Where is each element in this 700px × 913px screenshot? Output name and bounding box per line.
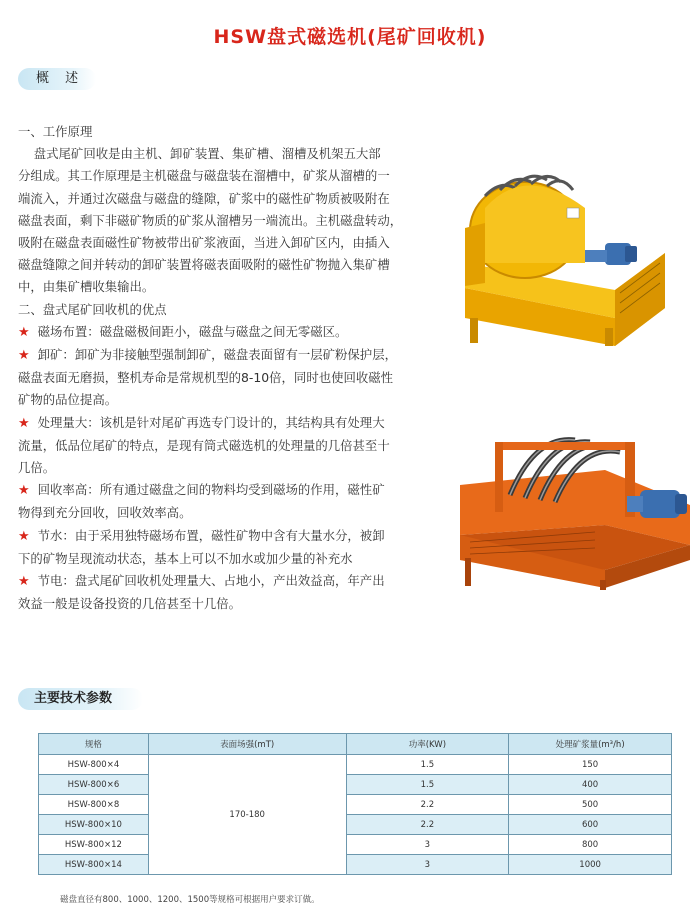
cell-power: 3 — [346, 855, 509, 875]
overview-section-label: 概 述 — [18, 68, 96, 90]
cell-field-strength: 170-180 — [148, 755, 346, 875]
star-icon: ★ — [18, 324, 30, 340]
advantage-item: ★ 节水：由于采用独特磁场布置，磁性矿物中含有大量水分，被卸 — [18, 527, 385, 544]
table-row — [39, 795, 672, 815]
table-footnote: 磁盘直径有800、1000、1200、1500等规格可根据用户要求订做。 — [60, 895, 320, 905]
cell-power: 1.5 — [346, 755, 509, 775]
cell-throughput: 150 — [509, 755, 672, 775]
cell-spec: HSW-800×10 — [39, 815, 149, 835]
principle-line: 中，由集矿槽收集输出。 — [18, 279, 155, 295]
table-header-row — [39, 734, 672, 755]
principle-line: 端流入，并通过次磁盘与磁盘的缝隙，矿浆中的磁性矿物质被吸附在 — [18, 190, 390, 206]
header-throughput: 处理矿浆量(m³/h) — [509, 734, 672, 755]
star-icon: ★ — [18, 348, 30, 364]
orange-magnetic-separator-image — [455, 430, 695, 590]
cell-power: 3 — [346, 835, 509, 855]
table-row — [39, 855, 672, 875]
cell-spec: HSW-800×6 — [39, 775, 149, 795]
cell-throughput: 500 — [509, 795, 672, 815]
table-row — [39, 775, 672, 795]
principle-line: 分组成。其工作原理是主机磁盘与磁盘装在溜槽中，矿浆从溜槽的一 — [18, 168, 390, 184]
principle-line: 磁盘缝隙之间并转动的卸矿装置将磁表面吸附的磁性矿物抛入集矿槽 — [18, 257, 390, 273]
star-icon: ★ — [18, 528, 30, 544]
header-spec: 规格 — [39, 734, 149, 755]
cell-throughput: 600 — [509, 815, 672, 835]
advantage-item: ★ 处理量大：该机是针对尾矿再选专门设计的，其结构具有处理大 — [18, 414, 385, 431]
star-icon: ★ — [18, 574, 30, 590]
advantage-item: ★ 磁场布置：磁盘磁极间距小，磁盘与磁盘之间无零磁区。 — [18, 323, 348, 340]
cell-throughput: 1000 — [509, 855, 672, 875]
advantage-line: 效益一般是设备投资的几倍甚至十几倍。 — [18, 596, 242, 612]
yellow-magnetic-separator-image — [455, 168, 673, 348]
header-power: 功率(KW) — [346, 734, 509, 755]
cell-spec: HSW-800×12 — [39, 835, 149, 855]
star-icon: ★ — [18, 415, 30, 431]
section-heading-working-principle: 一、工作原理 — [18, 124, 93, 139]
cell-spec: HSW-800×4 — [39, 755, 149, 775]
cell-spec: HSW-800×14 — [39, 855, 149, 875]
principle-line: 吸附在磁盘表面磁性矿物被带出矿浆液面，当进入卸矿区内，由插入 — [18, 235, 390, 251]
principle-line: 磁盘表面，剩下非磁矿物质的矿浆从溜槽另一端流出。主机磁盘转动， — [18, 212, 403, 228]
advantage-line: 几倍。 — [18, 460, 56, 476]
advantage-line: 矿物的品位提高。 — [18, 392, 118, 408]
page-title: HSW盘式磁选机(尾矿回收机) — [213, 26, 487, 48]
table-row — [39, 755, 672, 775]
cell-power: 2.2 — [346, 815, 509, 835]
cell-throughput: 400 — [509, 775, 672, 795]
advantage-item: ★ 节电：盘式尾矿回收机处理量大、占地小，产出效益高，年产出 — [18, 573, 385, 590]
table-row — [39, 815, 672, 835]
overview-body — [18, 121, 438, 615]
principle-line: 盘式尾矿回收是由主机、卸矿装置、集矿槽、溜槽及机架五大部 — [18, 146, 381, 162]
star-icon: ★ — [18, 483, 30, 499]
cell-spec: HSW-800×8 — [39, 795, 149, 815]
cell-throughput: 800 — [509, 835, 672, 855]
table-row — [39, 835, 672, 855]
advantage-line: 下的矿物呈现流动状态，基本上可以不加水或加少量的补充水 — [18, 550, 353, 566]
cell-power: 1.5 — [346, 775, 509, 795]
technical-parameters-label: 主要技术参数 — [18, 688, 143, 710]
advantage-item: ★ 回收率高：所有通过磁盘之间的物料均受到磁场的作用，磁性矿 — [18, 482, 385, 499]
advantage-line: 物得到充分回收，回收效率高。 — [18, 505, 192, 521]
header-field-strength: 表面场强(mT) — [148, 734, 346, 755]
advantage-item: ★ 卸矿：卸矿为非接触型强制卸矿，磁盘表面留有一层矿粉保护层， — [18, 347, 397, 364]
technical-parameters-table — [38, 733, 672, 875]
advantage-line: 流量，低品位尾矿的特点，是现有筒式磁选机的处理量的几倍甚至十 — [18, 437, 390, 453]
advantage-line: 磁盘表面无磨损，整机寿命是常规机型的8-10倍，同时也使回收磁性 — [18, 370, 394, 386]
section-heading-advantages: 二、盘式尾矿回收机的优点 — [18, 301, 167, 317]
cell-power: 2.2 — [346, 795, 509, 815]
